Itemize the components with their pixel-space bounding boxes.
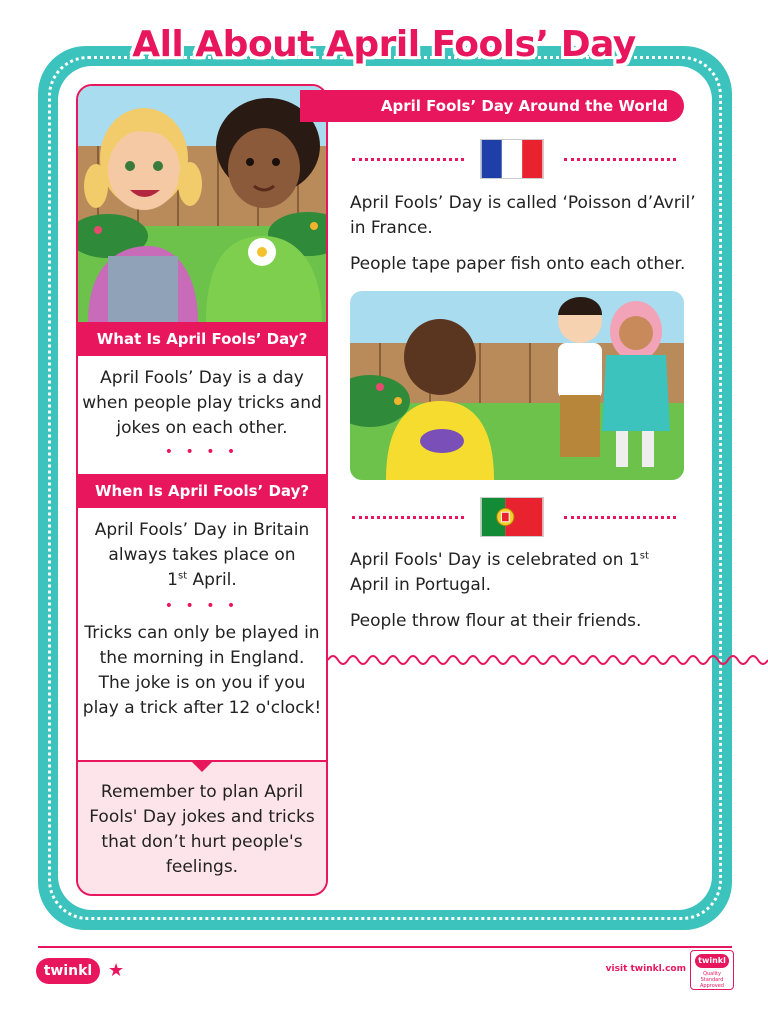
dotted-divider xyxy=(564,158,676,162)
divider-dots: • • • • xyxy=(164,598,240,614)
portugal-text-part-b: April in Portugal. xyxy=(350,575,491,595)
remember-notch xyxy=(190,760,214,772)
when-date-number: 1 xyxy=(167,570,178,590)
remember-box xyxy=(78,760,326,894)
when-date-suffix: st xyxy=(178,570,188,582)
france-flag-icon xyxy=(480,139,544,179)
page-title: All About April Fools’ Day xyxy=(132,24,636,65)
what-heading: What Is April Fools’ Day? xyxy=(78,322,326,356)
children-illustration xyxy=(78,86,326,322)
when-heading: When Is April Fools’ Day? xyxy=(78,474,326,508)
wavy-divider xyxy=(328,652,768,668)
badge-logo: twinkl xyxy=(695,954,729,968)
dotted-divider xyxy=(564,516,676,520)
france-tradition-text: People tape paper fish onto each other. xyxy=(350,254,686,274)
what-text: April Fools’ Day is a day when people play tricks and jokes on each other. xyxy=(82,368,322,438)
when-text-part-a: April Fools’ Day in Britain always takes place on xyxy=(94,520,310,565)
portugal-date-suffix: st xyxy=(639,550,649,562)
world-banner: April Fools’ Day Around the World xyxy=(300,90,684,122)
footer-rule xyxy=(38,946,732,948)
dotted-divider xyxy=(352,158,464,162)
portugal-tradition-text: People throw flour at their friends. xyxy=(350,611,642,631)
portugal-flag-icon xyxy=(480,497,544,537)
badge-text: Quality Standard Approved xyxy=(700,971,724,989)
twinkl-logo[interactable]: twinkl xyxy=(36,958,100,984)
divider-dots: • • • • xyxy=(164,444,240,460)
france-text: April Fools’ Day is called ‘Poisson d’Avril’ in France. xyxy=(350,193,696,238)
quality-badge xyxy=(690,950,734,990)
visit-link[interactable]: visit twinkl.com xyxy=(605,964,686,974)
remember-text: Remember to plan April Fools' Day jokes and tricks that don’t hurt people's feelings. xyxy=(89,782,315,877)
portugal-text xyxy=(350,548,700,598)
left-column xyxy=(76,84,328,896)
when-text xyxy=(82,518,322,593)
dotted-divider xyxy=(352,516,464,520)
children-fish-illustration xyxy=(350,291,684,480)
portugal-text-part-a: April Fools' Day is celebrated on 1 xyxy=(350,550,640,570)
when-date-month: April. xyxy=(187,570,237,590)
morning-rule-text: Tricks can only be played in the morning in England. The joke is on you if you play a trick after 12 o'clock! xyxy=(82,623,322,718)
star-icon: ★ xyxy=(108,960,125,981)
